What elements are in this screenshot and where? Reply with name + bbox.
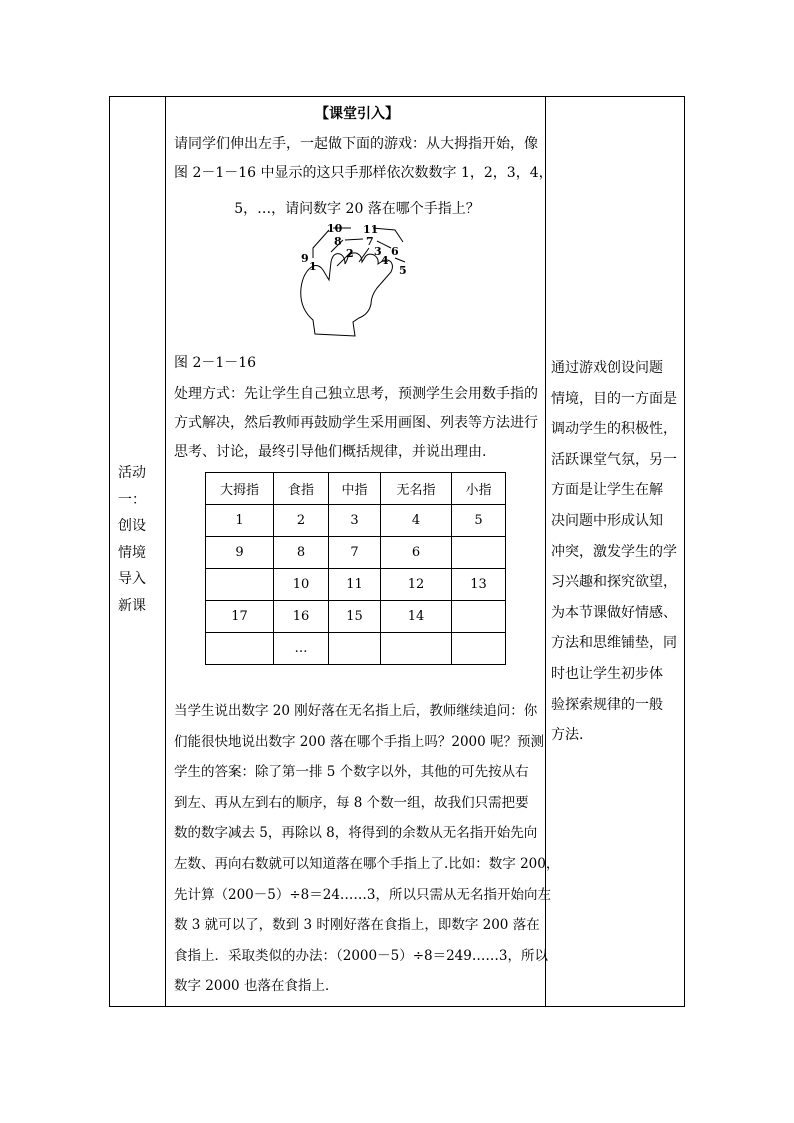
figure-caption: 图 2－1－16	[174, 355, 257, 371]
followup-line: 食指上．采取类似的办法：（2000－5）÷8＝249……3，所以	[174, 947, 548, 964]
intro-line: 图 2－1－16 中显示的这只手那样依次数数字 1，2，3，4，	[174, 165, 553, 181]
method-line: 处理方式：先让学生自己独立思考，预测学生会用数手指的	[174, 386, 538, 402]
intro-line: 请同学们伸出左手，一起做下面的游戏：从大拇指开始，像	[174, 136, 538, 152]
table-cell: …	[274, 633, 329, 665]
note-line: 情境，目的一方面是	[551, 390, 677, 407]
hand-number: 3	[374, 245, 382, 258]
hand-number: 7	[366, 235, 374, 248]
note-line: 冲突，激发学生的学	[551, 543, 677, 560]
table-cell: 4	[381, 505, 452, 537]
note-line: 活跃课堂气氛，另一	[551, 451, 677, 468]
hand-number: 9	[301, 252, 309, 265]
table-cell: 2	[274, 505, 329, 537]
design-intent-notes	[551, 353, 683, 751]
followup-line: 数的数字减去 5，再除以 8，将得到的余数从无名指开始先向	[174, 825, 538, 842]
table-header-row	[206, 473, 506, 505]
followup-line: 们能很快地说出数字 200 落在哪个手指上吗？2000 呢？预测	[174, 733, 544, 750]
note-line: 方法和思维铺垫，同	[551, 635, 677, 652]
followup-line: 先计算（200－5）÷8＝24……3，所以只需从无名指开始向左	[174, 886, 552, 903]
table-cell: 8	[274, 537, 329, 569]
note-line: 验探索规律的一般	[551, 696, 663, 713]
activity-label	[118, 460, 162, 619]
table-cell: 3	[329, 505, 381, 537]
table-row	[206, 537, 506, 569]
table-cell: 12	[381, 569, 452, 601]
activity-label-line: 新课	[118, 597, 146, 614]
hand-number: 1	[309, 260, 317, 273]
finger-count-table	[205, 472, 506, 665]
note-line: 为本节课做好情感、	[551, 604, 677, 621]
note-line: 决问题中形成认知	[551, 512, 663, 529]
table-header-cell: 小指	[452, 473, 506, 505]
intro-paragraph	[174, 130, 553, 188]
table-cell	[206, 569, 274, 601]
table-cell	[452, 601, 506, 633]
table-header-cell: 大拇指	[206, 473, 274, 505]
followup-line: 当学生说出数字 20 刚好落在无名指上后，教师继续追问：你	[174, 703, 538, 719]
hand-number: 8	[334, 235, 342, 248]
followup-paragraph	[174, 696, 560, 1002]
activity-label-line: 情境	[118, 544, 146, 561]
intro-question: 5，…，请问数字 20 落在哪个手指上？	[234, 201, 480, 217]
activity-label-line: 活动	[118, 465, 146, 481]
table-row	[206, 569, 506, 601]
table-cell	[452, 633, 506, 665]
table-row	[206, 633, 506, 665]
table-cell: 6	[381, 537, 452, 569]
table-row	[206, 505, 506, 537]
hand-number: 5	[399, 264, 407, 277]
table-cell: 15	[329, 601, 381, 633]
hand-number: 4	[381, 254, 389, 267]
hand-number: 10	[327, 222, 343, 235]
table-row	[206, 601, 506, 633]
table-header-cell: 中指	[329, 473, 381, 505]
followup-line: 学生的答案：除了第一排 5 个数字以外，其他的可先按从右	[174, 764, 529, 781]
table-cell: 5	[452, 505, 506, 537]
note-line: 调动学生的积极性，	[551, 421, 677, 438]
table-cell: 16	[274, 601, 329, 633]
table-cell	[329, 633, 381, 665]
hand-figure	[293, 222, 423, 340]
method-paragraph	[174, 380, 544, 467]
activity-label-line: 导入	[118, 571, 146, 587]
note-line: 通过游戏创设问题	[551, 360, 663, 376]
table-cell	[206, 633, 274, 665]
method-line: 方式解决，然后教师再鼓励学生采用画图、列表等方法进行	[174, 415, 538, 431]
note-line: 方法.	[551, 727, 584, 744]
note-line: 方面是让学生在解	[551, 482, 663, 499]
table-cell: 1	[206, 505, 274, 537]
followup-line: 左数、再向右数就可以知道落在哪个手指上了.比如：数字 200，	[174, 855, 560, 872]
table-cell: 11	[329, 569, 381, 601]
activity-label-line: 一：	[118, 491, 146, 508]
table-cell: 14	[381, 601, 452, 633]
table-cell: 7	[329, 537, 381, 569]
hand-number: 2	[346, 247, 354, 260]
table-cell	[452, 537, 506, 569]
note-line: 时也让学生初步体	[551, 665, 663, 682]
method-line: 思考、讨论，最终引导他们概括规律，并说出理由.	[174, 444, 487, 460]
followup-line: 到左、再从左到右的顺序，每 8 个数一组，故我们只需把要	[174, 794, 529, 811]
column-divider-left	[165, 96, 166, 1007]
note-line: 习兴趣和探究欲望，	[551, 574, 677, 591]
followup-line: 数 3 就可以了，数到 3 时刚好落在食指上，即数字 200 落在	[174, 917, 540, 934]
section-title: 【课堂引入】	[315, 106, 399, 122]
followup-line: 数字 2000 也落在食指上．	[174, 978, 339, 995]
hand-number: 6	[391, 245, 399, 258]
table-cell: 10	[274, 569, 329, 601]
table-header-cell: 无名指	[381, 473, 452, 505]
table-header-cell: 食指	[274, 473, 329, 505]
table-cell: 13	[452, 569, 506, 601]
table-cell: 17	[206, 601, 274, 633]
activity-label-line: 创设	[118, 518, 146, 534]
hand-number: 11	[363, 223, 379, 236]
table-cell	[381, 633, 452, 665]
table-cell: 9	[206, 537, 274, 569]
